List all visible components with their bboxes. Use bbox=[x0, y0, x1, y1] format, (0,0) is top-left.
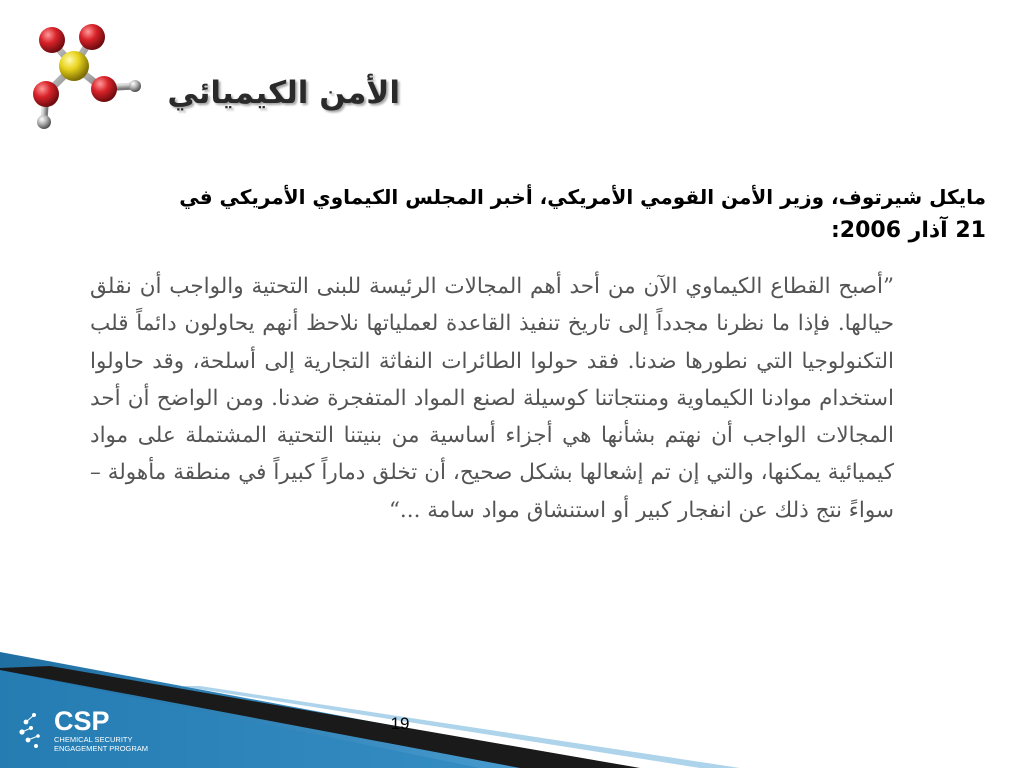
intro-line-1: مايكل شيرتوف، وزير الأمن القومي الأمريكي، أخبر المجلس الكيماوي الأمريكي في bbox=[179, 185, 986, 209]
intro-line-2: 21 آذار 2006: bbox=[830, 218, 986, 243]
molecule-icon bbox=[22, 20, 147, 135]
logo-line-2: ENGAGEMENT PROGRAM bbox=[54, 744, 149, 753]
csp-logo-mark bbox=[14, 700, 164, 762]
csp-logo bbox=[14, 700, 164, 762]
quote-text: ”أصبح القطاع الكيماوي الآن من أحد أهم المجالات الرئيسة للبنى التحتية والواجب أن نقلق حيالها. فإذا ما نظرنا مجدداً إلى تاريخ تنفيذ القاعدة لعملياتها نلاحظ أنهم يحاولون دائماً قلب التكنولوجيا التي نطورها ضدنا. فقد حولوا الطائرات النفاثة التجارية إلى أسلحة، وقد حاولوا استخدام موادنا الكيماوية ومنتجاتنا كوسيلة لصنع المواد المتفجرة ضدنا. ومن الواضح أن أحد المجالات الواجب أن نهتم بشأنها هي أجزاء أساسية من بنيتنا التحتية المشتملة على مواد كيميائية يمكنها، والتي إن تم إشعالها بشكل صحيح، أن تخلق دماراً كبيراً في منطقة مأهولة – سواءً نتج ذلك عن انفجار كبير أو استنشاق مواد سامة ...“ bbox=[90, 274, 894, 523]
logo-acronym: CSP bbox=[54, 706, 110, 736]
logo-line-1: CHEMICAL SECURITY bbox=[54, 735, 133, 744]
page-title: الأمن الكيميائي bbox=[167, 75, 400, 111]
intro-text bbox=[66, 180, 986, 248]
page-number: 19 bbox=[390, 714, 410, 733]
